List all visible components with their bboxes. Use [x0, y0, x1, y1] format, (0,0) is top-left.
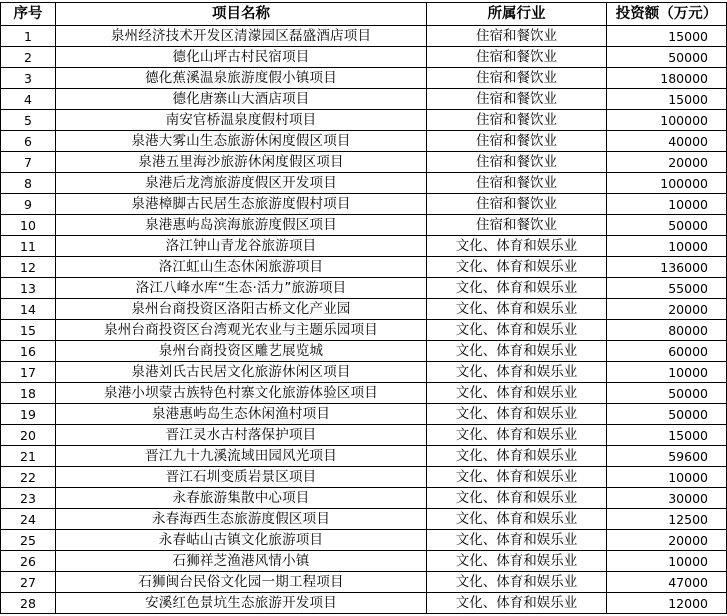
project-name: 泉港后龙湾旅游度假区开发项目 — [56, 173, 427, 194]
investment-amount: 59600 — [607, 446, 727, 467]
investment-amount: 12500 — [607, 509, 727, 530]
table-row — [1, 194, 727, 215]
row-number: 16 — [1, 341, 56, 362]
investment-amount: 60000 — [607, 341, 727, 362]
investment-amount: 47000 — [607, 572, 727, 593]
table-row — [1, 362, 727, 383]
project-name: 晋江九十九溪流域田园风光项目 — [56, 446, 427, 467]
industry: 文化、体育和娱乐业 — [427, 593, 607, 614]
table-row — [1, 551, 727, 572]
table-row — [1, 47, 727, 68]
industry: 文化、体育和娱乐业 — [427, 278, 607, 299]
project-name: 永春海西生态旅游度假区项目 — [56, 509, 427, 530]
project-name: 泉港五里海沙旅游休闲度假区项目 — [56, 152, 427, 173]
table-row — [1, 425, 727, 446]
table-row — [1, 446, 727, 467]
row-number: 9 — [1, 194, 56, 215]
industry: 住宿和餐饮业 — [427, 194, 607, 215]
industry: 文化、体育和娱乐业 — [427, 509, 607, 530]
row-number: 2 — [1, 47, 56, 68]
investment-amount: 10000 — [607, 362, 727, 383]
row-number: 13 — [1, 278, 56, 299]
industry: 文化、体育和娱乐业 — [427, 488, 607, 509]
project-name: 安溪红色景坑生态旅游开发项目 — [56, 593, 427, 614]
table-row — [1, 467, 727, 488]
row-number: 6 — [1, 131, 56, 152]
table-row — [1, 341, 727, 362]
project-name: 泉港大雾山生态旅游休闲度假区项目 — [56, 131, 427, 152]
project-name: 石狮闽台民俗文化园一期工程项目 — [56, 572, 427, 593]
table-row — [1, 383, 727, 404]
investment-amount: 80000 — [607, 320, 727, 341]
project-name: 永春岵山古镇文化旅游项目 — [56, 530, 427, 551]
industry: 文化、体育和娱乐业 — [427, 320, 607, 341]
row-number: 21 — [1, 446, 56, 467]
header-project-name: 项目名称 — [56, 3, 427, 26]
industry: 住宿和餐饮业 — [427, 47, 607, 68]
investment-amount: 30000 — [607, 488, 727, 509]
project-name: 永春旅游集散中心项目 — [56, 488, 427, 509]
row-number: 24 — [1, 509, 56, 530]
table-body — [1, 26, 727, 614]
industry: 文化、体育和娱乐业 — [427, 404, 607, 425]
row-number: 19 — [1, 404, 56, 425]
header-row — [1, 3, 727, 26]
industry: 住宿和餐饮业 — [427, 152, 607, 173]
table-row — [1, 299, 727, 320]
investment-amount: 20000 — [607, 530, 727, 551]
project-table — [0, 2, 727, 614]
project-name: 南安官桥温泉度假村项目 — [56, 110, 427, 131]
project-name: 泉州经济技术开发区清濛园区磊盛酒店项目 — [56, 26, 427, 47]
industry: 文化、体育和娱乐业 — [427, 257, 607, 278]
row-number: 17 — [1, 362, 56, 383]
industry: 文化、体育和娱乐业 — [427, 383, 607, 404]
table-row — [1, 488, 727, 509]
header-no: 序号 — [1, 3, 56, 26]
investment-amount: 20000 — [607, 299, 727, 320]
row-number: 25 — [1, 530, 56, 551]
industry: 住宿和餐饮业 — [427, 173, 607, 194]
investment-amount: 136000 — [607, 257, 727, 278]
table-row — [1, 257, 727, 278]
project-name: 泉港樟脚古民居生态旅游度假村项目 — [56, 194, 427, 215]
project-name: 泉州台商投资区台湾观光农业与主题乐园项目 — [56, 320, 427, 341]
row-number: 20 — [1, 425, 56, 446]
investment-amount: 12000 — [607, 593, 727, 614]
project-name: 石狮祥芝渔港风情小镇 — [56, 551, 427, 572]
table-row — [1, 320, 727, 341]
investment-amount: 50000 — [607, 47, 727, 68]
table-row — [1, 404, 727, 425]
industry: 文化、体育和娱乐业 — [427, 425, 607, 446]
row-number: 23 — [1, 488, 56, 509]
industry: 文化、体育和娱乐业 — [427, 341, 607, 362]
row-number: 1 — [1, 26, 56, 47]
industry: 文化、体育和娱乐业 — [427, 467, 607, 488]
table-row — [1, 509, 727, 530]
industry: 文化、体育和娱乐业 — [427, 299, 607, 320]
investment-amount: 15000 — [607, 26, 727, 47]
table-row — [1, 152, 727, 173]
table-row — [1, 68, 727, 89]
investment-amount: 50000 — [607, 404, 727, 425]
industry: 住宿和餐饮业 — [427, 26, 607, 47]
table-row — [1, 530, 727, 551]
row-number: 8 — [1, 173, 56, 194]
row-number: 10 — [1, 215, 56, 236]
table-row — [1, 278, 727, 299]
project-name: 德化山坪古村民宿项目 — [56, 47, 427, 68]
row-number: 15 — [1, 320, 56, 341]
table-row — [1, 89, 727, 110]
industry: 文化、体育和娱乐业 — [427, 446, 607, 467]
investment-amount: 10000 — [607, 194, 727, 215]
row-number: 7 — [1, 152, 56, 173]
industry: 住宿和餐饮业 — [427, 68, 607, 89]
project-name: 泉港惠屿岛生态休闲渔村项目 — [56, 404, 427, 425]
investment-amount: 180000 — [607, 68, 727, 89]
row-number: 28 — [1, 593, 56, 614]
project-name: 泉州台商投资区洛阳古桥文化产业园 — [56, 299, 427, 320]
table-row — [1, 131, 727, 152]
row-number: 22 — [1, 467, 56, 488]
investment-amount: 15000 — [607, 425, 727, 446]
industry: 住宿和餐饮业 — [427, 215, 607, 236]
row-number: 14 — [1, 299, 56, 320]
industry: 住宿和餐饮业 — [427, 131, 607, 152]
industry: 文化、体育和娱乐业 — [427, 572, 607, 593]
row-number: 27 — [1, 572, 56, 593]
row-number: 11 — [1, 236, 56, 257]
project-name: 洛江钟山青龙谷旅游项目 — [56, 236, 427, 257]
header-industry: 所属行业 — [427, 3, 607, 26]
project-name: 晋江石圳变质岩景区项目 — [56, 467, 427, 488]
table-row — [1, 173, 727, 194]
table-row — [1, 572, 727, 593]
header-investment: 投资额（万元） — [607, 3, 727, 26]
industry: 文化、体育和娱乐业 — [427, 362, 607, 383]
project-name: 泉州台商投资区雕艺展览城 — [56, 341, 427, 362]
row-number: 12 — [1, 257, 56, 278]
row-number: 18 — [1, 383, 56, 404]
project-name: 德化唐寨山大酒店项目 — [56, 89, 427, 110]
project-name: 泉港惠屿岛滨海旅游度假区项目 — [56, 215, 427, 236]
row-number: 5 — [1, 110, 56, 131]
row-number: 26 — [1, 551, 56, 572]
project-name: 晋江灵水古村落保护项目 — [56, 425, 427, 446]
investment-amount: 100000 — [607, 173, 727, 194]
project-name: 德化蕉溪温泉旅游度假小镇项目 — [56, 68, 427, 89]
table-row — [1, 110, 727, 131]
investment-amount: 55000 — [607, 278, 727, 299]
industry: 文化、体育和娱乐业 — [427, 530, 607, 551]
industry: 文化、体育和娱乐业 — [427, 551, 607, 572]
row-number: 4 — [1, 89, 56, 110]
row-number: 3 — [1, 68, 56, 89]
table-row — [1, 593, 727, 614]
investment-amount: 20000 — [607, 152, 727, 173]
project-name: 洛江八峰水库“生态·活力”旅游项目 — [56, 278, 427, 299]
table-row — [1, 236, 727, 257]
table-row — [1, 26, 727, 47]
investment-amount: 10000 — [607, 236, 727, 257]
project-name: 泉港小坝蒙古族特色村寨文化旅游体验区项目 — [56, 383, 427, 404]
project-name: 泉港刘氏古民居文化旅游休闲区项目 — [56, 362, 427, 383]
table-row — [1, 215, 727, 236]
project-name: 洛江虹山生态休闲旅游项目 — [56, 257, 427, 278]
investment-amount: 50000 — [607, 383, 727, 404]
investment-amount: 10000 — [607, 551, 727, 572]
investment-amount: 100000 — [607, 110, 727, 131]
industry: 住宿和餐饮业 — [427, 89, 607, 110]
industry: 文化、体育和娱乐业 — [427, 236, 607, 257]
investment-amount: 15000 — [607, 89, 727, 110]
investment-amount: 50000 — [607, 215, 727, 236]
industry: 住宿和餐饮业 — [427, 110, 607, 131]
investment-amount: 10000 — [607, 467, 727, 488]
investment-amount: 40000 — [607, 131, 727, 152]
